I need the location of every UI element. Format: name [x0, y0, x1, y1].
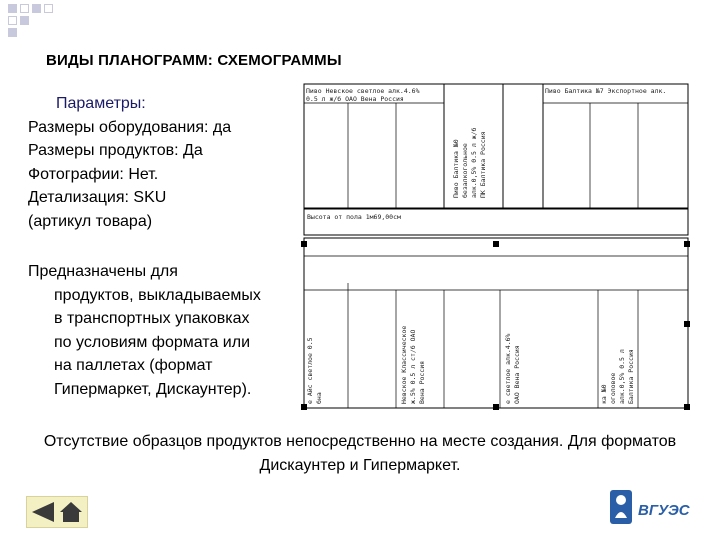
product-label-vertical: Балтика Россия — [627, 349, 635, 404]
purpose-line: Гипермаркет, Дискаунтер). — [54, 380, 252, 398]
note-text: Отсутствие образцов продуктов непосредственно на месте создания. Для форматов Дискаунтер и Гипермаркет. — [43, 433, 677, 474]
product-label-vertical: ОАО Вена Россия — [513, 345, 521, 404]
parameter-line: Детализация: SKU — [28, 189, 167, 206]
product-label-vertical: бна — [315, 392, 323, 404]
page-title: ВИДЫ ПЛАНОГРАММ: СХЕМОГРАММЫ — [46, 52, 342, 69]
back-arrow-icon — [30, 500, 56, 524]
parameters-block — [28, 92, 231, 233]
product-label-vertical: безалкогольное — [461, 143, 469, 198]
product-label-vertical: Вена Россия — [418, 360, 426, 404]
product-label: Пиво Невское светлое алк.4.6% — [306, 87, 420, 95]
home-icon — [58, 500, 84, 524]
planogram-schematic — [298, 78, 696, 412]
decor-square — [44, 4, 53, 13]
decor-square — [8, 4, 17, 13]
decor-square — [20, 16, 29, 25]
decor-square — [20, 4, 29, 13]
product-label-vertical: алк.0,5% 0.5 л — [618, 349, 626, 404]
parameter-line: Фотографии: Нет. — [28, 165, 159, 183]
parameter-line: (артикул товара) — [28, 212, 153, 230]
back-button[interactable] — [30, 500, 56, 524]
logo-text: ВГУЭС — [638, 502, 690, 519]
product-label-vertical: алк.0,5% 0.5 л ж/б — [470, 127, 478, 198]
decor-square — [8, 28, 17, 37]
purpose-line: в транспортных упаковках — [54, 310, 250, 327]
university-logo — [606, 488, 698, 528]
product-label-vertical: Пиво Балтика №0 — [452, 139, 460, 198]
purpose-line: по условиям формата или — [54, 333, 250, 351]
corner-decoration — [0, 0, 60, 40]
product-label: 0.5 л ж/б ОАО Вена Россия — [306, 95, 404, 103]
product-label-vertical: е Айс светлое 0.5 — [306, 337, 314, 404]
product-label-vertical: ка №0 — [600, 384, 608, 404]
logo-icon — [606, 488, 698, 528]
decor-square — [8, 16, 17, 25]
parameter-line: Размеры продуктов: Да — [28, 142, 203, 159]
parameters-header: Параметры: — [56, 95, 146, 112]
purpose-line: продуктов, выкладываемых — [54, 286, 261, 304]
product-label-vertical: ПК Балтика Россия — [479, 131, 487, 198]
purpose-line: Предназначены для — [28, 263, 178, 280]
product-label-vertical: Невское Классическое — [400, 325, 408, 404]
shelf-height-label: Высота от пола 1м69,00см — [307, 213, 401, 221]
product-label-vertical: оголовое — [609, 372, 617, 404]
product-label: Пиво Балтика №7 Экспортное алк. — [545, 87, 667, 95]
purpose-line: на паллетах (формат — [54, 357, 213, 374]
parameter-line: Размеры оборудования: да — [28, 118, 232, 136]
decor-square — [32, 4, 41, 13]
purpose-block — [28, 260, 261, 401]
product-label-vertical: ж.5% 0.5 л ст/б ОАО — [409, 329, 417, 404]
home-button[interactable] — [58, 500, 84, 524]
product-label-vertical: е светлое алк.4.6% — [504, 333, 512, 404]
navigation-bar — [26, 496, 88, 528]
